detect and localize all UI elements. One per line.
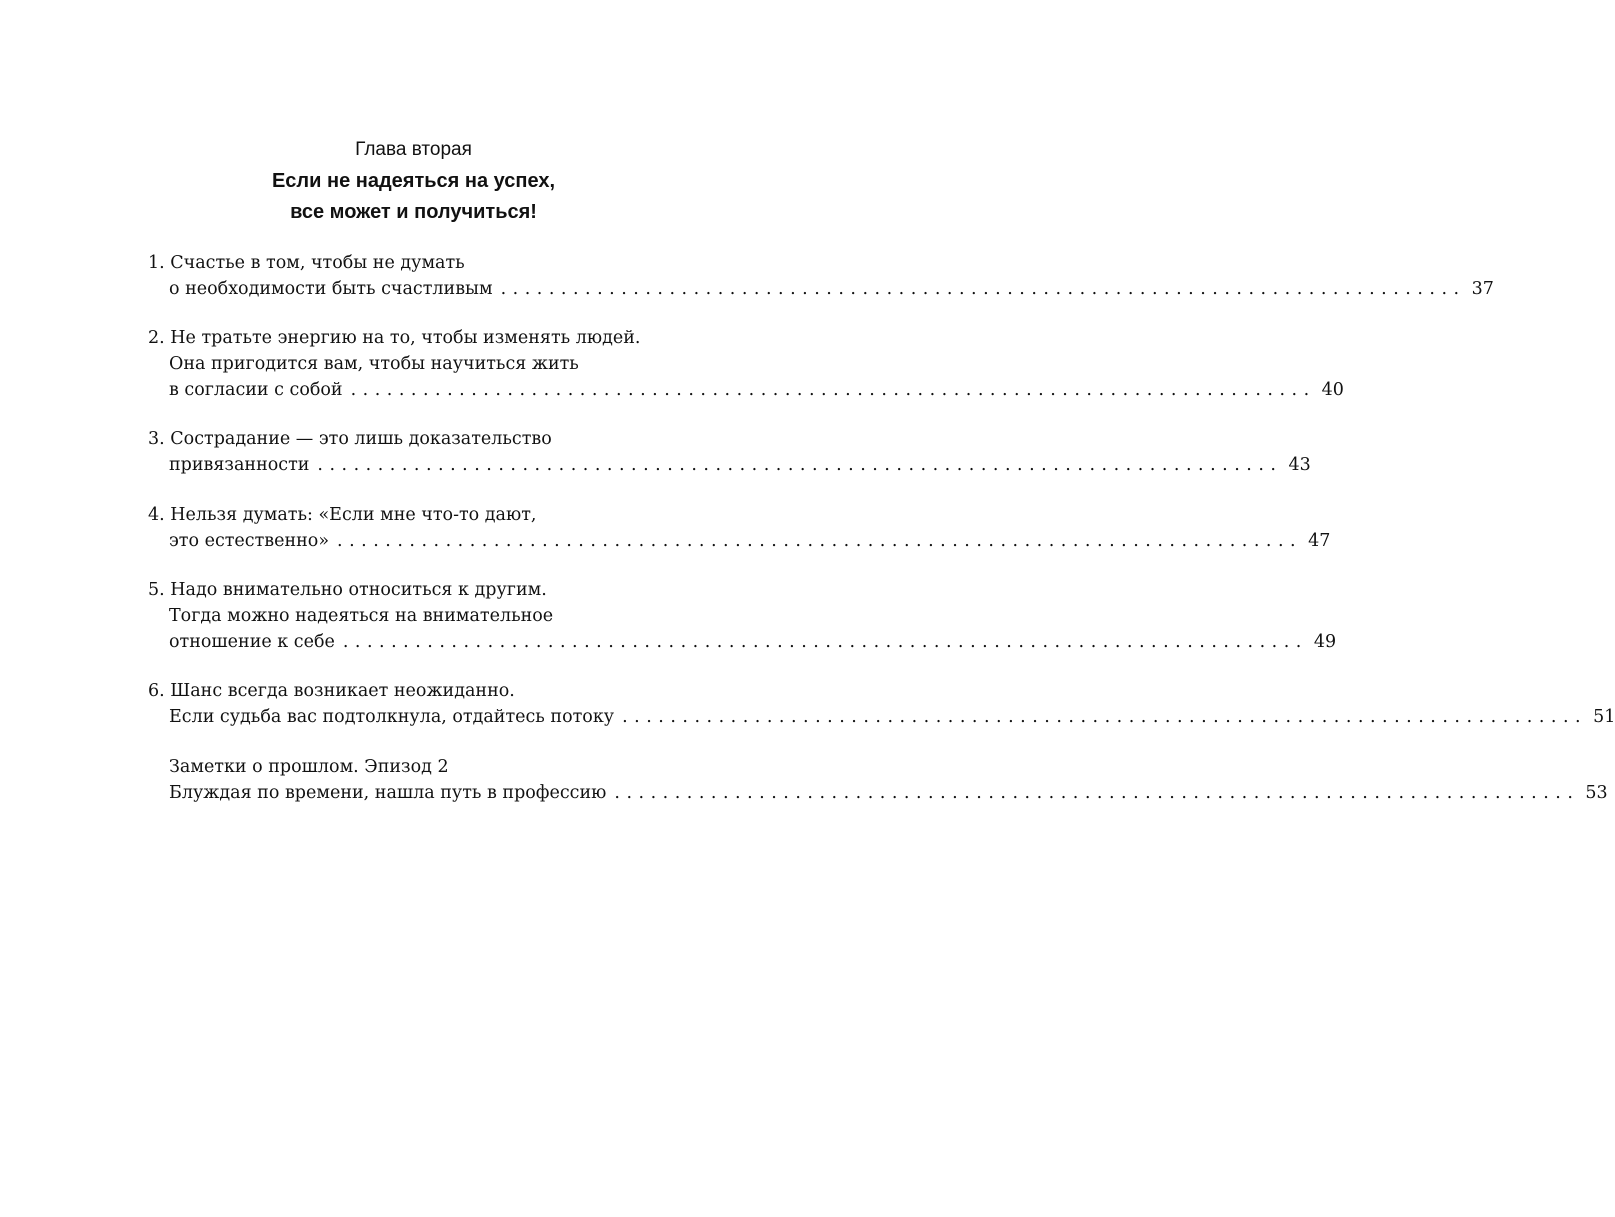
dot-leader: ................................................................................ xyxy=(622,707,1588,727)
chapter-title-line-1: Если не надеяться на успех, xyxy=(271,170,556,192)
toc-entry-line xyxy=(148,250,708,276)
toc-entry-text: Нельзя думать: «Если мне что-то дают, xyxy=(170,505,537,525)
toc-entry-line xyxy=(148,678,708,704)
chapter-title xyxy=(0,166,827,228)
toc-entry-last-line xyxy=(148,276,1494,302)
toc-entry-notes[interactable] xyxy=(148,754,1608,806)
toc-entry-text: отношение к себе xyxy=(169,632,335,652)
toc-entry-line: Тогда можно надеяться на внимательное xyxy=(169,606,554,626)
dot-leader: ................................................................................ xyxy=(614,783,1580,803)
toc-entry-1[interactable] xyxy=(148,250,1494,302)
toc-entry-last-line xyxy=(148,629,1337,655)
toc-entry-text: Сострадание — это лишь доказательство xyxy=(170,429,552,449)
toc-entry-4[interactable] xyxy=(148,502,1331,554)
toc-entry-5[interactable] xyxy=(148,577,1337,655)
toc-page-number: 40 xyxy=(1321,380,1344,400)
toc-entry-text: Не тратьте энергию на то, чтобы изменять людей. xyxy=(170,328,641,348)
toc-entry-number: 6. xyxy=(148,681,165,701)
toc-entry-last-line xyxy=(148,528,1331,554)
toc-entry-last-line xyxy=(148,704,1615,730)
toc-entry-number: 2. xyxy=(148,328,165,348)
toc-entry-last-line xyxy=(148,780,1608,806)
toc-entry-2[interactable] xyxy=(148,325,1344,403)
chapter-title-line-2: все может и получиться! xyxy=(290,201,537,223)
toc-entry-number: 1. xyxy=(148,253,165,273)
toc-entry-line xyxy=(148,502,708,528)
toc-entry-text: Счастье в том, чтобы не думать xyxy=(170,253,465,273)
toc-page-number: 49 xyxy=(1313,632,1337,652)
toc-entry-text: в согласии с собой xyxy=(169,380,343,400)
toc-entry-text: о необходимости быть счастливым xyxy=(169,279,493,299)
dot-leader: ................................................................................ xyxy=(350,380,1316,400)
toc-entry-text: Шанс всегда возникает неожиданно. xyxy=(170,681,515,701)
toc-entry-6[interactable] xyxy=(148,678,1615,730)
toc-entry-line: Заметки о прошлом. Эпизод 2 xyxy=(169,757,449,777)
toc-entry-number: 4. xyxy=(148,505,165,525)
dot-leader: ................................................................................ xyxy=(342,632,1308,652)
toc-entry-number: 3. xyxy=(148,429,165,449)
toc-page-number: 47 xyxy=(1308,531,1331,551)
toc-entry-text: привязанности xyxy=(169,455,310,475)
dot-leader: ................................................................................ xyxy=(337,531,1303,551)
toc-page-number: 43 xyxy=(1288,455,1311,475)
toc-entry-3[interactable] xyxy=(148,426,1311,478)
toc-entry-line: Она пригодится вам, чтобы научиться жить xyxy=(169,354,579,374)
dot-leader: ................................................................................ xyxy=(317,455,1283,475)
toc-entry-text: это естественно» xyxy=(169,531,330,551)
toc-entry-line xyxy=(148,577,708,603)
toc-entry-text: Если судьба вас подтолкнула, отдайтесь потоку xyxy=(169,707,615,727)
toc-entry-last-line xyxy=(148,377,1344,403)
toc-page-number: 53 xyxy=(1585,783,1608,803)
toc-entry-line xyxy=(148,325,708,351)
chapter-label: Глава вторая xyxy=(355,139,472,160)
dot-leader: ................................................................................ xyxy=(500,279,1466,299)
toc-entry-number: 5. xyxy=(148,580,165,600)
toc-entry-last-line xyxy=(148,452,1311,478)
toc-entry-text: Надо внимательно относиться к другим. xyxy=(170,580,547,600)
toc-entry-text: Блуждая по времени, нашла путь в профессию xyxy=(169,783,607,803)
toc-page-number: 51 xyxy=(1593,707,1615,727)
toc-entry-line xyxy=(148,426,708,452)
toc-page-number: 37 xyxy=(1471,279,1494,299)
